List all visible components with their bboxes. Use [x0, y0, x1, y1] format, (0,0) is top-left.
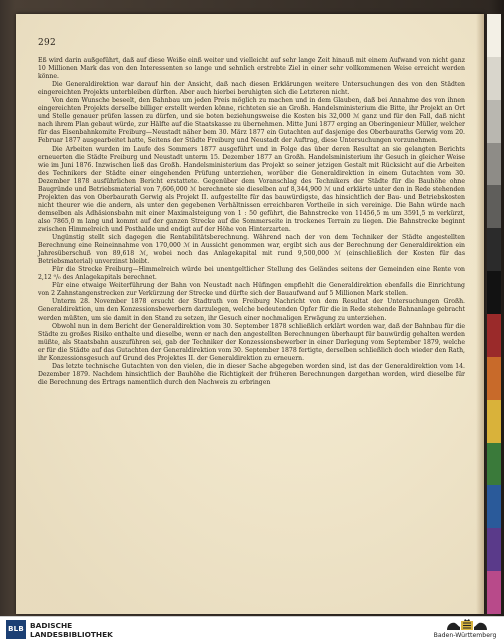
paragraph: Ungünstig stellt sich dagegen die Rentabilitätsberechnung. Während nach der von dem Techniker der Städte angestellten Berechnung eine Reineinnahme von 170,000 ℳ in Aussicht genommen war, ergibt sich aus der Berechnung der Generaldirektion ein Jahresüberschuß von 89,618 ℳ, wobei noch das Anlagekapital mit rund 9,500,000 ℳ (einschließlich der Kosten für das Betriebsmaterial) unverzinst bleibt. — [38, 234, 465, 266]
color-swatch — [487, 185, 501, 228]
library-name-line2: LANDESBIBLIOTHEK — [30, 630, 113, 639]
paragraph: Obwohl nun in dem Bericht der Generaldirektion vom 30. September 1878 schließlich erklärt worden war, daß der Bahnbau für die Städte zu großes Risiko enthalte und dieselbe, wenn er nach den angestellten Berechnungen überhaupt für bauwürdig gehalten werden müßte, als Staatsbahn auszuführen sei, gab der Techniker der Konzessionsbewerber in einer Darlegung vom September 1879, welche er für die Städte auf das Gutachten der Generaldirektion vom 30. September 1878 fertigte, derselben schließlich doch wieder den Rath, ihr Konzessionsgesuch auf Grund des Projektes II. der Generaldirektion zu erneuern. — [38, 322, 465, 362]
paragraph: Für die Strecke Freiburg—Himmelreich würde bei unentgeltlicher Stellung des Geländes seitens der Gemeinden eine Rente von 2,12 ⁰/₀ des Anlagekapitals berechnet. — [38, 266, 465, 282]
color-swatch — [487, 400, 501, 443]
paragraph: Die Generaldirektion war darauf hin der Ansicht, daß nach diesen Erklärungen weitere Untersuchungen des von den Städten eingereichten Projekts unterbleiben dürften. Aber auch hierbei beruhigten sich die Letzteren nicht. — [38, 81, 465, 97]
library-name-line1: BADISCHE — [30, 621, 73, 630]
paragraph: Von dem Wunsche beseelt, den Bahnbau um jeden Preis möglich zu machen und in dem Glauben, daß bei Annahme des von ihnen eingereichten Projekts derselbe billiger erstellt werden könne, richteten sie an Großh. Handelsministerium die Bitte, ihr Projekt an Ort und Stelle genauer prüfen lassen zu dürfen, und sie boten beziehungsweise die Kosten bis 32,000 ℳ ganz und für den Fall, daß nicht nach ihrem Plan gebaut würde, zur Hälfte auf die Staatskasse zu übernehmen. Mitte Juni 1877 erging an Oberingenieur Müller, welcher für das Eisenbahnkomite Freiburg—Neustadt näher bem 30. März 1877 ein Gutachten auf dasjenige des Oberbauraths Gerwig vom 20. Februar 1877 ausgearbeitet hatte, Seitens der Städte Freiburg und Neustadt der Auftrag, diese Untersuchungen vorzunehmen. — [38, 97, 465, 145]
paragraph: Unterm 28. November 1878 ersucht der Stadtrath von Freiburg Nachricht von dem Resultat der Untersuchungen Großh. Generaldirektion, um den Konzessionsbewerbern darzulegen, welche bedeutenden Opfer für die in Rede stehende Bahnanlage gebracht werden müßten, um sie damit in den Stand zu setzen, ihr Gesuch einer nochmaligen Erwägung zu unterziehen. — [38, 298, 465, 322]
paragraph: Die Arbeiten wurden im Laufe des Sommers 1877 ausgeführt und in Folge das über deren Resultat an sie gelangten Berichts erneuerten die Städte Freiburg und Neustadt unterm 15. Dezember 1877 an Großh. Handelsministerium ihr Gesuch in gleicher Weise wie im Juni 1876. Inzwischen ließ das Großh. Handelsministerium das Projekt so seiner jetzigen Gestalt mit Rücksicht auf die Arbeiten des Technikers der Städte einer eingehenden Prüfung unterziehen, worüber die Generaldirektion in einem Gutachten vom 30. Dezember 1878 ausführlichen Bericht erstattete. Gegenüber dem Voranschlag des Technikers der Städte für die Bauhöhe ohne Baugründe und Betriebsmaterial von 7,606,000 ℳ berechnete sie dieselben auf 8,344,900 ℳ und erklärte unter den in Rede stehenden Projekten das von Oberbaurath Gerwig als Projekt II. aufgestellte für das bauwürdigste, das hinsichtlich der Bau- und Betriebskosten nicht theurer wie die andern, als unter den gegebenen Verhältnissen erreichbaren Vortheile in sich vereinige. Die Bahn würde nach demselben als Adhäsionsbahn mit einer Maximalsteigung von 1 : 50 geführt, die Bahnstrecke von 11456,5 m um 3591,5 m verkürzt, also 7865,0 m lang und kommt auf der ganzen Strecke auf die Sommerseite in trockenes Terrain zu liegen. Die Bahnstrecke beginnt zwischen Himmelreich und Posthalde und endigt auf der Höhe von Hinterzarten. — [38, 145, 465, 233]
color-swatch — [487, 571, 501, 614]
partner-label: Baden-Württemberg — [433, 632, 497, 639]
lions-emblem-icon — [441, 619, 493, 631]
color-swatch — [487, 314, 501, 357]
page-edge-shadow — [476, 14, 484, 614]
color-swatch — [487, 485, 501, 528]
page-number: 292 — [38, 38, 57, 48]
paragraph: Das letzte technische Gutachten von den vielen, die in dieser Sache abgegeben worden sind, ist das der Generaldirektion vom 14. Dezember 1879. Nachdem hinsichtlich der Bauhöhe die Richtigkeit der früheren Berechnungen dargethan worden, wird dieselbe für die Berechnung des Ertrags namentlich durch den Nachweis zu erbringen — [38, 362, 465, 386]
color-swatch — [487, 357, 501, 400]
bw-emblem-icon — [437, 619, 497, 631]
footer-bar — [0, 616, 504, 642]
color-swatch — [487, 57, 501, 100]
color-swatch — [487, 228, 501, 271]
color-swatch — [487, 14, 501, 57]
blb-logo[interactable]: BLB — [6, 620, 26, 639]
color-calibration-bar — [487, 14, 501, 614]
library-name[interactable] — [30, 621, 113, 639]
color-swatch — [487, 143, 501, 186]
color-swatch — [487, 528, 501, 571]
paragraph: Eß wird darin außgeführt, daß auf diese Weiße einß weiter und vielleicht auf sehr lange Zeit hinauß mit einem Aufwand von nicht ganz 10 Millionen Mark das von den Interessenten so lange und sehnlich erstrebte Ziel in einer sehr vollkommenen Weise erreicht werden könne. — [38, 57, 465, 81]
color-swatch — [487, 271, 501, 314]
page-text — [38, 57, 465, 387]
color-swatch — [487, 443, 501, 486]
color-swatch — [487, 100, 501, 143]
book-page — [16, 14, 484, 614]
paragraph: Für eine etwaige Weiterführung der Bahn von Neustadt nach Hüfingen empfiehlt die Generaldirektion ebenfalls die Einrichtung von 2 Zahnstangenstrecken zur Verkürzung der Strecke und dürfte sich der Bauaufwand auf 5 Millionen Mark stellen. — [38, 282, 465, 298]
